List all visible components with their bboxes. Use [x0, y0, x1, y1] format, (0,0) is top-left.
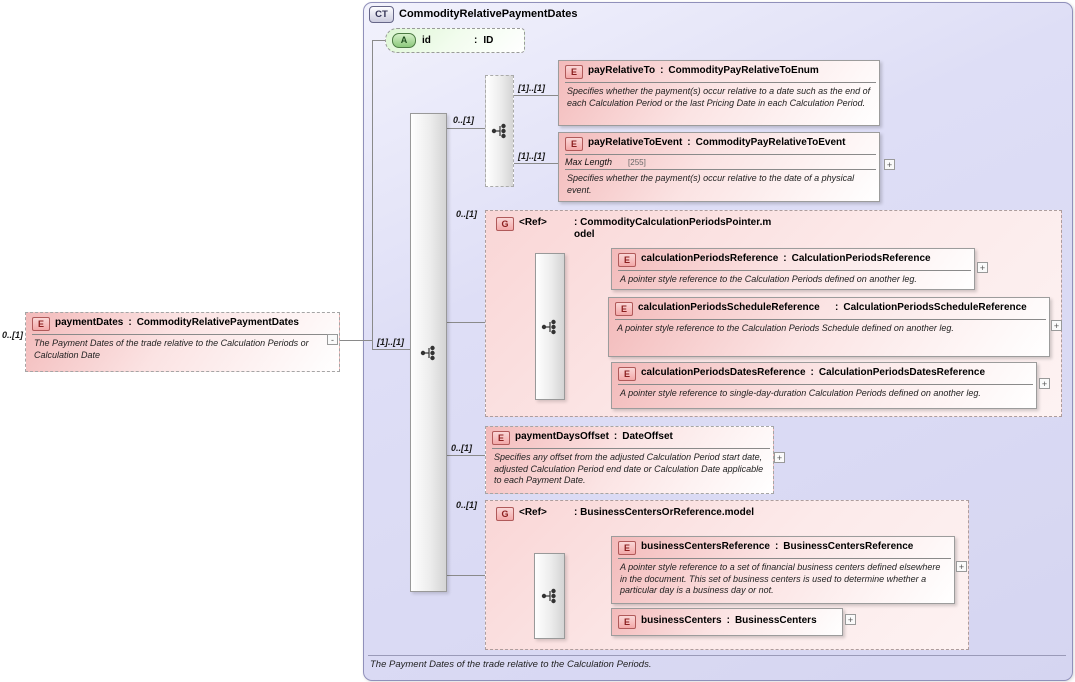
element-name: paymentDates: [55, 317, 124, 328]
cardinality-label: [1]..[1]: [518, 151, 545, 161]
element-type: CommodityRelativePaymentDates: [136, 317, 299, 328]
divider: [492, 448, 770, 449]
element-name: payRelativeToEvent: [588, 137, 683, 148]
attribute-id[interactable]: [385, 28, 525, 53]
element-type: CalculationPeriodsDatesReference: [818, 367, 986, 378]
colon: :: [774, 541, 779, 552]
colon: :: [613, 431, 618, 442]
element-icon: E: [32, 317, 50, 331]
element-type: CommodityPayRelativeToEnum: [668, 65, 819, 76]
expand-icon[interactable]: +: [1039, 378, 1050, 389]
sequence-icon: [541, 588, 559, 604]
colon: :: [687, 137, 691, 148]
element-annotation: A pointer style reference to the Calculation Periods defined on another leg.: [620, 274, 917, 284]
attribute-type: ID: [483, 35, 494, 46]
element-annotation: A pointer style reference to a set of financial business centers defined elsewhere in the document. This set of business centers is used to determine whether a particular day is a business day or not.: [620, 562, 941, 596]
element-name: calculationPeriodsDatesReference: [641, 367, 806, 378]
divider: [565, 82, 876, 83]
sequence-compositor: [410, 113, 447, 592]
element-payRelativeToEvent[interactable]: [558, 132, 880, 202]
expand-icon[interactable]: +: [774, 452, 785, 463]
element-name: businessCentersReference: [641, 541, 770, 552]
colon: :: [474, 35, 478, 46]
colon: :: [660, 65, 664, 76]
element-icon: E: [565, 137, 583, 151]
element-name: businessCenters: [641, 615, 722, 626]
cardinality-label: 0..[1]: [456, 209, 478, 219]
cardinality-label: 0..[1]: [451, 443, 473, 453]
element-annotation: Specifies whether the payment(s) occur relative to a date such as the end of each Calculation Period or the last Pricing Date in each Calculation Period.: [567, 86, 871, 108]
connector-line: [512, 95, 558, 96]
colon: :: [783, 253, 787, 264]
element-type: DateOffset: [622, 431, 673, 442]
element-icon: E: [618, 615, 636, 629]
group-header: [488, 212, 982, 241]
connector-line: [445, 455, 485, 456]
facet-value: [255]: [628, 158, 646, 167]
element-icon: E: [618, 541, 636, 555]
divider: [32, 334, 336, 335]
connector-line: [445, 128, 485, 129]
divider: [565, 169, 876, 170]
expand-icon[interactable]: +: [1051, 320, 1062, 331]
cardinality-label: 0..[1]: [2, 330, 24, 340]
connector-line: [372, 40, 385, 41]
expand-icon[interactable]: +: [956, 561, 967, 572]
element-businessCentersReference[interactable]: [611, 536, 955, 604]
group-icon: G: [496, 507, 514, 521]
attribute-name: id: [422, 35, 431, 46]
choice-compositor: [485, 75, 514, 187]
colon: :: [128, 317, 132, 328]
divider: [618, 384, 1033, 385]
footer-divider: [368, 655, 1066, 656]
group-sequence-compositor: [534, 553, 565, 639]
element-type: CalculationPeriodsScheduleReference: [843, 302, 1027, 313]
complex-type-footer-annotation: The Payment Dates of the trade relative to the Calculation Periods.: [370, 659, 652, 670]
group-sequence-compositor: [535, 253, 565, 400]
element-paymentDates[interactable]: [25, 312, 340, 372]
connector-line: [372, 40, 373, 350]
element-icon: E: [618, 253, 636, 267]
connector-line: [512, 163, 558, 164]
divider: [618, 270, 971, 271]
cardinality-label: [1]..[1]: [377, 337, 404, 347]
attribute-icon: A: [392, 33, 416, 48]
cardinality-label: 0..[1]: [456, 500, 478, 510]
colon: :: [835, 302, 839, 313]
facet-name: Max Length: [565, 157, 613, 167]
complex-type-title: CommodityRelativePaymentDates: [399, 8, 578, 20]
element-type: BusinessCenters: [734, 615, 817, 626]
divider: [618, 558, 951, 559]
group-ref-label: <Ref>: [519, 507, 547, 518]
element-icon: E: [615, 302, 633, 316]
element-icon: E: [565, 65, 583, 79]
element-annotation: Specifies whether the payment(s) occur relative to the date of a physical event.: [567, 173, 855, 195]
group-ref-label: <Ref>: [519, 217, 547, 228]
element-annotation: A pointer style reference to single-day-duration Calculation Periods defined on another leg.: [620, 388, 981, 398]
connector-line: [339, 340, 372, 341]
expand-icon[interactable]: +: [977, 262, 988, 273]
sequence-icon: [541, 319, 559, 335]
element-type: BusinessCentersReference: [783, 541, 914, 552]
element-type: CalculationPeriodsReference: [791, 253, 931, 264]
group-type: : BusinessCentersOrReference.model: [574, 507, 755, 518]
collapse-icon[interactable]: -: [327, 334, 338, 345]
divider: [615, 319, 1046, 320]
element-type: CommodityPayRelativeToEvent: [695, 137, 846, 148]
element-annotation: A pointer style reference to the Calculation Periods Schedule defined on another leg.: [617, 323, 954, 333]
element-name: paymentDaysOffset: [515, 431, 609, 442]
expand-icon[interactable]: +: [845, 614, 856, 625]
sequence-icon: [420, 345, 438, 361]
element-name: calculationPeriodsReference: [641, 253, 779, 264]
cardinality-label: [1]..[1]: [518, 83, 545, 93]
element-name: calculationPeriodsScheduleReference: [638, 302, 820, 313]
colon: :: [726, 615, 730, 626]
cardinality-label: 0..[1]: [453, 115, 475, 125]
element-calculationPeriodsDatesReference[interactable]: [611, 362, 1037, 409]
element-icon: E: [618, 367, 636, 381]
connector-line: [445, 575, 485, 576]
connector-line: [372, 349, 410, 350]
element-name: payRelativeTo: [588, 65, 656, 76]
sequence-icon: [491, 123, 509, 139]
element-calculationPeriodsScheduleReference[interactable]: [608, 297, 1050, 357]
element-businessCenters[interactable]: [611, 608, 843, 636]
element-annotation: The Payment Dates of the trade relative to the Calculation Periods or Calculation Date: [34, 338, 309, 360]
element-calculationPeriodsReference[interactable]: [611, 248, 975, 290]
group-header: [488, 502, 922, 522]
complex-type-icon: CT: [369, 6, 394, 23]
element-paymentDaysOffset[interactable]: [485, 426, 774, 494]
element-annotation: Specifies any offset from the adjusted Calculation Period start date, adjusted Calculation Period end date or Calculation Date applicable to each Payment Date.: [494, 452, 764, 486]
expand-icon[interactable]: +: [884, 159, 895, 170]
group-icon: G: [496, 217, 514, 231]
element-icon: E: [492, 431, 510, 445]
group-type: : CommodityCalculationPeriodsPointer.model: [574, 217, 772, 240]
facet-max-length: [559, 156, 879, 167]
divider: [565, 154, 876, 155]
element-payRelativeTo[interactable]: [558, 60, 880, 126]
colon: :: [810, 367, 814, 378]
